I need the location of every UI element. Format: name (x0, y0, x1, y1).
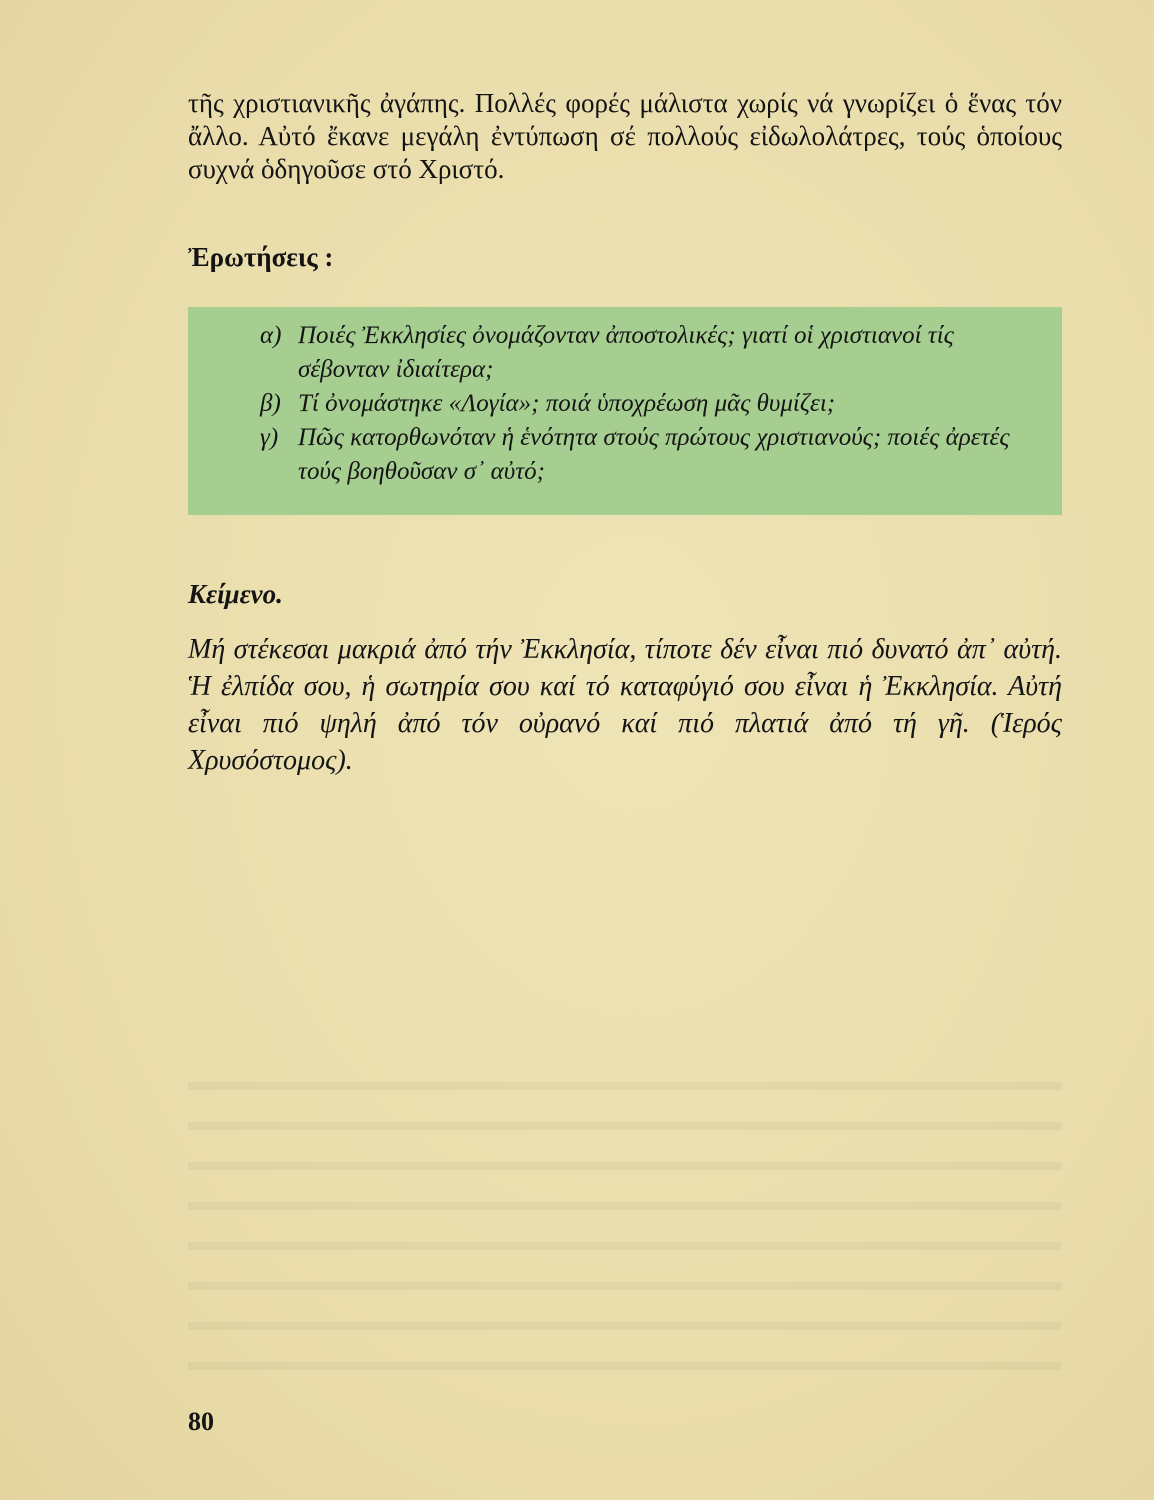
question-letter: β) (260, 390, 281, 417)
intro-paragraph: τῆς χριστιανικῆς ἀγάπης. Πολλές φορές μάλιστα χωρίς νά γνωρίζει ὁ ἕνας τόν ἄλλο. Αὐτό ἔκανε μεγάλη ἐντύπωση σέ πολλούς εἰδωλολάτρες, τούς ὁποίους συχνά ὁδηγοῦσε στό Χριστό. (188, 88, 1062, 184)
questions-box (188, 307, 1062, 515)
page-number: 80 (188, 1407, 214, 1436)
show-through-texture (188, 1060, 1062, 1400)
question-text: Πῶς κατορθωνόταν ἡ ἑνότητα στούς πρώτους χριστιανούς; ποιές ἀρετές τούς βοηθοῦσαν σ᾽ αὐτό; (298, 424, 1010, 485)
question-letter: γ) (260, 424, 279, 451)
questions-heading: Ἐρωτήσεις : (188, 242, 334, 272)
text-heading: Κείμενο. (188, 579, 283, 609)
quote-paragraph: Μή στέκεσαι μακριά ἀπό τήν Ἐκκλησία, τίποτε δέν εἶναι πιό δυνατό ἀπ᾽ αὐτή. Ἡ ἐλπίδα σου, ἡ σωτηρία σου καί τό καταφύγιό σου εἶναι ἡ Ἐκκλησία. Αὐτή εἶναι πιό ψηλή ἀπό τόν οὐρανό καί πιό πλατιά ἀπό τή γῆ. (Ἱερός Χρυσόστομος). (188, 634, 1062, 776)
question-text: Τί ὀνομάστηκε «Λογία»; ποιά ὑποχρέωση μᾶς θυμίζει; (298, 390, 836, 417)
question-item-c (188, 421, 1062, 489)
question-item-b (188, 387, 1062, 421)
question-text: Ποιές Ἐκκλησίες ὀνομάζονταν ἀποστολικές; γιατί οἱ χριστιανοί τίς σέβονταν ἰδιαίτερα; (298, 322, 954, 383)
question-letter: α) (260, 322, 282, 349)
question-item-a (188, 319, 1062, 387)
